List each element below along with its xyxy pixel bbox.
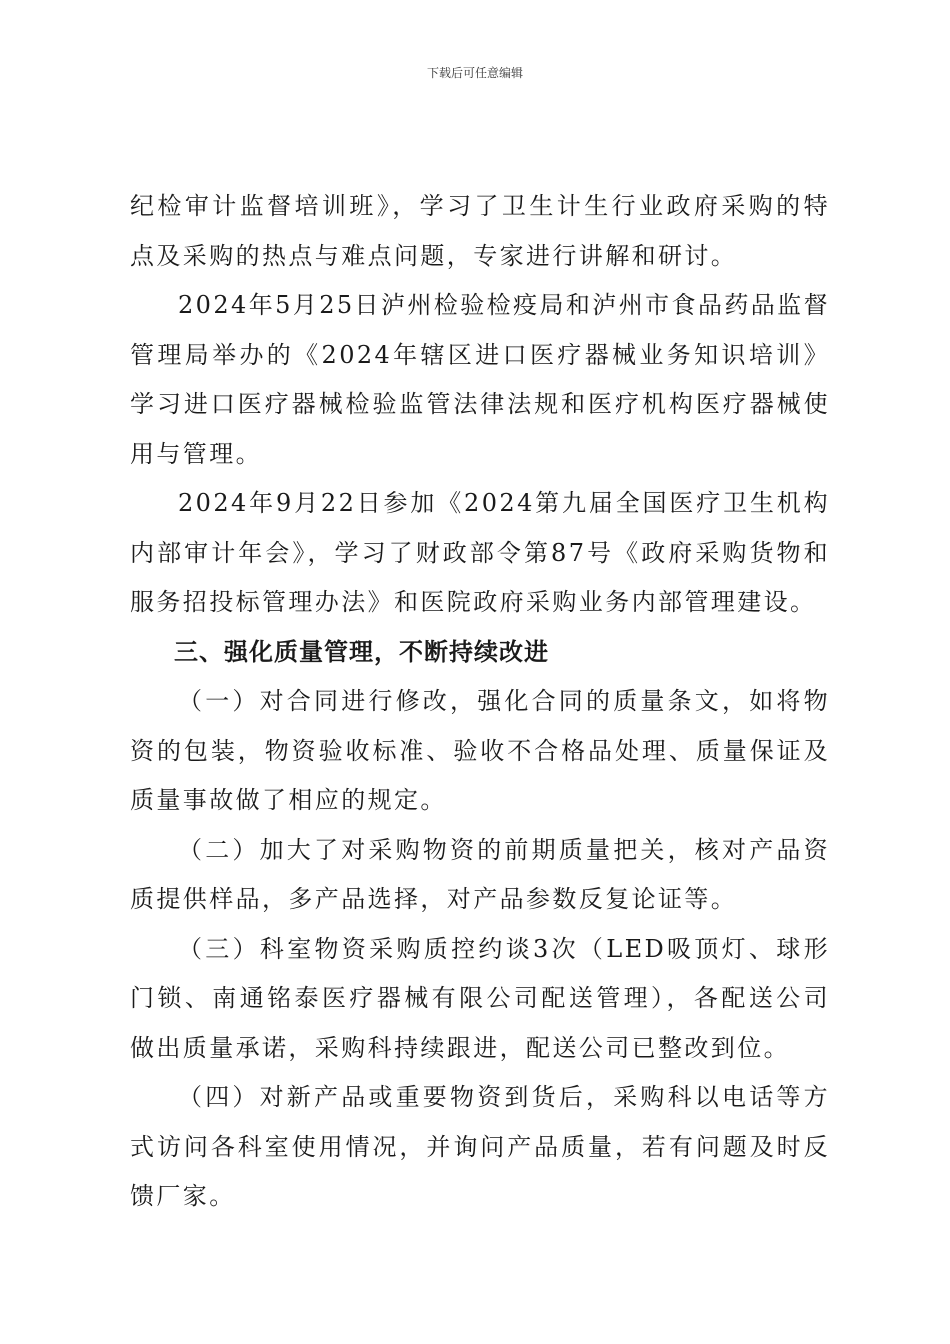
paragraph-continuation: 纪检审计监督培训班》，学习了卫生计生行业政府采购的特点及采购的热点与难点问题，专家进行讲解和研讨。: [130, 192, 830, 270]
paragraph-item-3: （三）科室物资采购质控约谈3次（LED吸顶灯、球形门锁、南通铭泰医疗器械有限公司配送管理），各配送公司做出质量承诺，采购科持续跟进，配送公司已整改到位。: [130, 934, 830, 1062]
section-heading-quality: 三、强化质量管理，不断持续改进: [174, 637, 549, 666]
header-note: 下载后可任意编辑: [426, 66, 523, 80]
paragraph-audit-conference: 2024年9月22日参加《2024第九届全国医疗卫生机构内部审计年会》，学习了财政部令第87号《政府采购货物和服务招投标管理办法》和医院政府采购业务内部管理建设。: [130, 489, 830, 616]
document-body: [130, 182, 830, 1222]
paragraph-item-4: （四）对新产品或重要物资到货后，采购科以电话等方式访问各科室使用情况，并询问产品质量，若有问题及时反馈厂家。: [130, 1083, 830, 1210]
paragraph-item-1: （一）对合同进行修改，强化合同的质量条文，如将物资的包装，物资验收标准、验收不合格品处理、质量保证及质量事故做了相应的规定。: [130, 687, 830, 814]
paragraph-training-may: 2024年5月25日泸州检验检疫局和泸州市食品药品监督管理局举办的《2024年辖区进口医疗器械业务知识培训》学习进口医疗器械检验监管法律法规和医疗机构医疗器械使用与管理。: [130, 291, 830, 468]
paragraph-item-2: （二）加大了对采购物资的前期质量把关，核对产品资质提供样品，多产品选择，对产品参数反复论证等。: [130, 835, 830, 913]
